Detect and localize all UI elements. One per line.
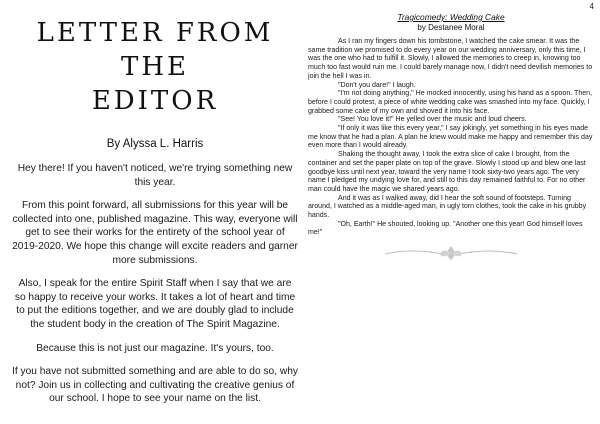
story-paragraph: "Oh, Earth!" He shouted, looking up. "Another one this year! God himself loves me!" (308, 220, 583, 237)
flourish-divider-icon (381, 244, 521, 262)
letter-paragraph: From this point forward, all submissions for this year will be collected into one, published magazine. This way, everyone will get to see their works for the entirety of the school year of 2019-2020. We hope this change will excite readers and garner more submissions. (12, 200, 298, 266)
story-paragraph: "If only it was like this every year," I say jokingly, yet something in his eyes made me know that he had a plan. A plan he knew would make me happy and remember this day even more than I would already. (308, 125, 593, 150)
page-number: 4 (589, 2, 594, 11)
story-body (308, 38, 594, 238)
editor-letter (6, 10, 304, 420)
letter-paragraph: Hey there! If you haven't noticed, we're trying something new this year. (17, 163, 293, 188)
letter-paragraph: Because this is not just our magazine. It's yours, too. (36, 342, 274, 354)
letter-paragraph: If you have not submitted something and are able to do so, why not? Join us in collecting and cultivating the creative genius of our school. I hope to see your name on the list. (12, 366, 298, 405)
title-line-2: EDITOR (91, 86, 219, 116)
story-paragraph: "I'm not doing anything," He mocked innocently, using his hand as a spoon. Then, before I could protest, a piece of white wedding cake was smashed into my face. Quickly, I grabbed some cake of my own and shoved it into his face. (308, 90, 593, 115)
editor-byline: By Alyssa L. Harris (106, 138, 204, 150)
story-paragraph: As I ran my fingers down his tombstone, I watched the cake smear. It was the same tradition we promised to do every year on our wedding anniversary, only this time, I was the one who had to fulfill it. Slowly, I allowed the memories to creep in, knowing too much too fast would ruin me. I could barely manage now, I didn't need devilish memories to join the hell I was in. (308, 38, 593, 80)
story-paragraph: Shaking the thought away, I took the extra slice of cake I brought, from the container and set the paper plate on top of the grave. Slowly I stood up and blew one last goodbye kiss until next year, toward the very name I took sixty-two years ago. The very name I pledged my undying love for, and still to this day remained faithful to. For no other man could have the magic we shared years ago. (308, 151, 586, 193)
story-title: Tragicomedy: Wedding Cake (397, 12, 505, 22)
story-paragraph: "See! You love it!" He yelled over the music and loud cheers. (338, 116, 527, 124)
story-paragraph: "Don't you dare!" I laugh. (338, 81, 416, 89)
letter-paragraph: Also, I speak for the entire Spirit Staff when I say that we are so happy to receive your works. It takes a lot of heart and time to put the editions together, and we are doubly glad to include the student body in the creation of The Spirit Magazine. (14, 278, 296, 330)
story (308, 12, 594, 416)
title-line-1: LETTER FROM THE (36, 18, 274, 82)
story-paragraph: And it was as I walked away, did I hear the soft sound of footsteps. Turning around, I watched as a middle-aged man, in ugly torn clothes, took the cake in his grubby hands. (308, 194, 587, 220)
editor-letter-title (6, 16, 304, 118)
story-author: by Destanee Moral (417, 23, 485, 32)
